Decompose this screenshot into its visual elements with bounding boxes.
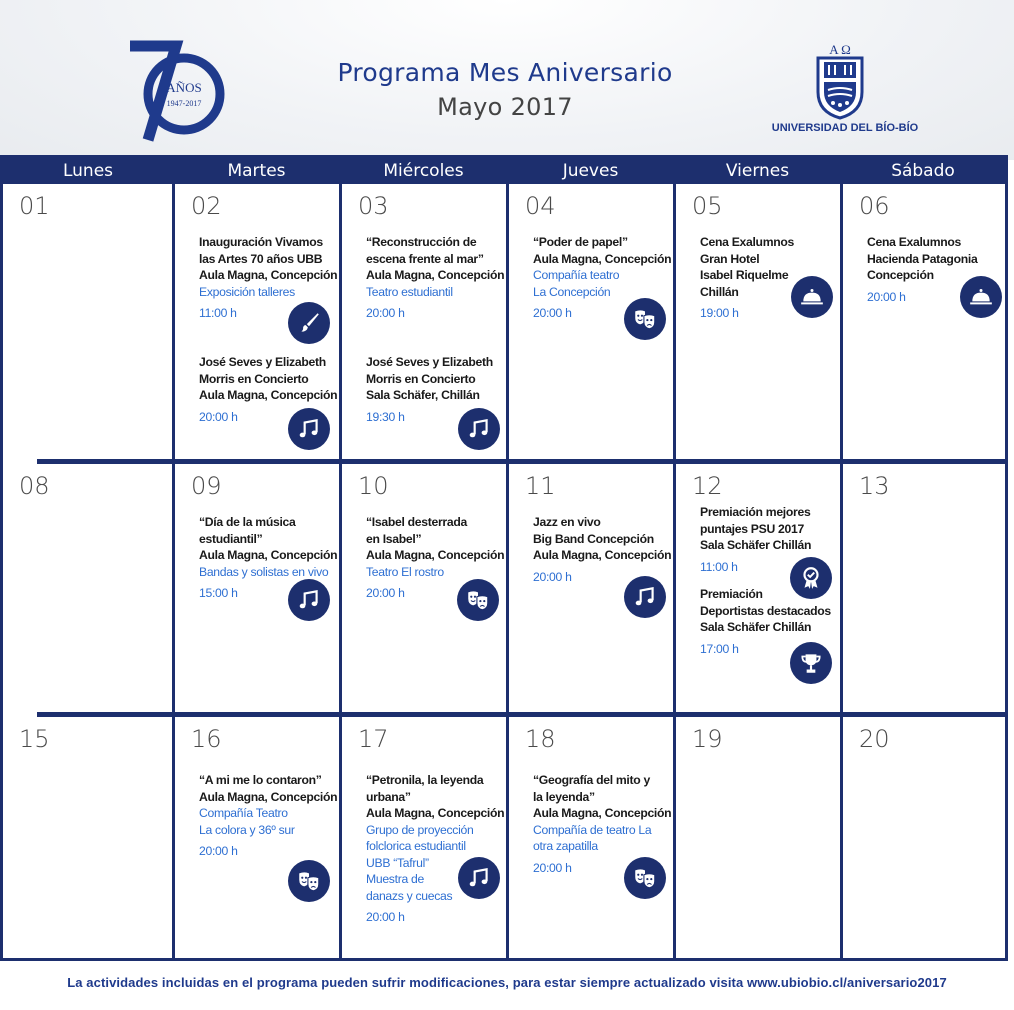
event-line: Aula Magna, Concepción <box>366 806 505 820</box>
event-time: 20:00 h <box>366 586 405 600</box>
event-time: 20:00 h <box>199 409 238 424</box>
event-time: 20:00 h <box>199 844 238 858</box>
event-detail: La Concepción <box>533 284 611 299</box>
event-line: la leyenda” <box>533 789 595 804</box>
event-line: las Artes 70 años UBB <box>199 251 323 266</box>
day-number: 06 <box>859 192 890 220</box>
event-line: en Isabel” <box>366 531 422 546</box>
event-line: Isabel Riquelme <box>700 268 789 282</box>
event-line: Aula Magna, Concepción <box>199 268 338 282</box>
event-time: 11:00 h <box>700 559 738 574</box>
event-line: “A mi me lo contaron” <box>199 773 322 787</box>
event-line: Sala Schäfer Chillán <box>700 538 812 552</box>
day-number: 19 <box>692 725 723 753</box>
event-line: Aula Magna, Concepción <box>199 548 338 562</box>
event-detail: Bandas y solistas en vivo <box>199 564 329 579</box>
event-line: Sala Schäfer, Chillán <box>366 388 480 402</box>
event-line: Morris en Concierto <box>366 371 476 386</box>
event-entry <box>199 772 341 860</box>
day-number: 03 <box>358 192 389 220</box>
day-cell <box>3 717 172 959</box>
event-line: “Geografía del mito y <box>533 773 650 787</box>
event-detail: Compañía Teatro <box>199 806 288 820</box>
event-detail: Muestra de <box>366 872 424 886</box>
day-number: 17 <box>358 725 389 753</box>
event-detail: Compañía teatro <box>533 268 620 282</box>
day-number: 02 <box>191 192 222 220</box>
music-note-icon <box>458 408 500 450</box>
day-number: 04 <box>525 192 556 220</box>
day-cell <box>175 464 339 712</box>
event-time: 15:00 h <box>199 586 238 600</box>
event-line: José Seves y Elizabeth <box>366 355 493 369</box>
event-entry <box>366 772 508 926</box>
event-line: Sala Schäfer Chillán <box>700 620 812 634</box>
event-detail: UBB “Tafrul” <box>366 855 429 870</box>
event-detail: Compañía de teatro La <box>533 822 652 837</box>
event-time: 20:00 h <box>366 910 405 924</box>
event-time: 19:30 h <box>366 409 405 424</box>
day-number: 09 <box>191 472 222 500</box>
day-cell <box>3 464 172 712</box>
trophy-icon <box>790 642 832 684</box>
day-cell <box>342 717 506 959</box>
event-line: Aula Magna, Concepción <box>366 268 505 282</box>
day-number: 01 <box>19 192 50 220</box>
event-detail: La colora y 36º sur <box>199 822 295 837</box>
day-number: 15 <box>19 725 50 753</box>
event-detail: Teatro El rostro <box>366 564 444 579</box>
theater-masks-icon <box>624 298 666 340</box>
event-detail: folclorica estudiantil <box>366 839 466 853</box>
event-time: 20:00 h <box>533 860 572 875</box>
day-cell <box>676 717 840 959</box>
event-line: escena frente al mar” <box>366 251 484 266</box>
page-subtitle: Mayo 2017 <box>437 93 573 121</box>
weekday-viernes: Viernes <box>725 161 790 181</box>
event-line: Gran Hotel <box>700 251 760 266</box>
cloche-icon <box>791 276 833 318</box>
weekday-martes: Martes <box>227 161 286 181</box>
day-cell <box>676 464 840 712</box>
event-line: Premiación mejores <box>700 505 811 519</box>
day-cell <box>509 717 673 959</box>
weekday-miercoles: Miércoles <box>383 161 464 181</box>
anniversary-70-logo <box>118 36 228 146</box>
day-cell <box>175 184 339 459</box>
event-line: Aula Magna, Concepción <box>199 789 338 804</box>
theater-masks-icon <box>624 857 666 899</box>
event-line: Premiación <box>700 587 763 601</box>
music-note-icon <box>288 579 330 621</box>
day-number: 11 <box>525 472 556 500</box>
event-line: “Isabel desterrada <box>366 515 467 529</box>
event-line: Jazz en vivo <box>533 515 601 529</box>
music-note-icon <box>288 408 330 450</box>
event-line: Big Band Concepción <box>533 531 654 546</box>
event-line: Aula Magna, Concepción <box>366 548 505 562</box>
day-cell <box>509 184 673 459</box>
event-time: 20:00 h <box>533 569 572 584</box>
event-line: Cena Exalumnos <box>867 235 962 249</box>
event-time: 20:00 h <box>533 306 572 320</box>
event-line: “Día de la música <box>199 515 296 529</box>
event-line: “Reconstrucción de <box>366 235 477 249</box>
event-detail: otra zapatilla <box>533 839 598 853</box>
event-line: Aula Magna, Concepción <box>533 806 672 820</box>
event-line: José Seves y Elizabeth <box>199 355 326 369</box>
crest-letters: A Ω <box>829 42 851 57</box>
event-line: puntajes PSU 2017 <box>700 521 804 536</box>
day-number: 08 <box>19 472 50 500</box>
paintbrush-icon <box>288 302 330 344</box>
day-number: 05 <box>692 192 723 220</box>
event-time: 11:00 h <box>199 306 237 320</box>
weekday-jueves: Jueves <box>562 161 619 181</box>
day-cell <box>676 184 840 459</box>
event-line: Morris en Concierto <box>199 371 309 386</box>
event-line: Hacienda Patagonia <box>867 251 978 266</box>
event-line: urbana” <box>366 789 411 804</box>
day-number: 12 <box>692 472 723 500</box>
day-cell <box>843 184 1005 459</box>
day-number: 18 <box>525 725 556 753</box>
event-time: 20:00 h <box>366 306 405 320</box>
weekday-header <box>3 158 1005 184</box>
event-detail: Grupo de proyección <box>366 822 474 837</box>
event-line: Aula Magna, Concepción <box>199 388 338 402</box>
event-line: “Poder de papel” <box>533 235 628 249</box>
event-line: “Petronila, la leyenda <box>366 773 484 787</box>
event-line: Concepción <box>867 268 934 282</box>
day-number: 10 <box>358 472 389 500</box>
event-entry <box>533 514 675 585</box>
event-detail: Teatro estudiantil <box>366 284 453 299</box>
university-name: UNIVERSIDAD DEL BÍO-BÍO <box>771 122 919 134</box>
music-note-icon <box>624 576 666 618</box>
cloche-icon <box>960 276 1002 318</box>
event-line: Inauguración Vivamos <box>199 235 323 249</box>
weekday-sabado: Sábado <box>891 161 955 181</box>
event-line: Deportistas destacados <box>700 603 831 618</box>
event-line: Chillán <box>700 284 739 299</box>
event-time: 19:00 h <box>700 306 739 320</box>
event-detail: danazs y cuecas <box>366 888 453 903</box>
day-cell <box>843 464 1005 712</box>
footer-note: La actividades incluidas en el programa pueden sufrir modificaciones, para estar siempre actualizado visita www.ubiobio.cl/aniversario2017 <box>67 975 947 990</box>
theater-masks-icon <box>457 579 499 621</box>
university-crest-logo <box>800 40 880 120</box>
day-number: 16 <box>191 725 222 753</box>
day-cell <box>175 717 339 959</box>
page-title: Programa Mes Aniversario <box>337 58 673 87</box>
logo-years-range: 1947-2017 <box>166 99 202 108</box>
logo-anos-text: AÑOS <box>166 80 202 95</box>
event-line: Cena Exalumnos <box>700 235 795 249</box>
day-cell <box>843 717 1005 959</box>
day-cell <box>509 464 673 712</box>
theater-masks-icon <box>288 860 330 902</box>
event-time: 17:00 h <box>700 641 739 656</box>
event-line: Aula Magna, Concepción <box>533 251 672 266</box>
event-line: estudiantil” <box>199 531 263 546</box>
day-number: 13 <box>859 472 890 500</box>
event-entry <box>366 234 508 322</box>
event-line: Aula Magna, Concepción <box>533 548 672 562</box>
day-number: 20 <box>859 725 890 753</box>
day-cell <box>342 464 506 712</box>
event-detail: Exposición talleres <box>199 284 295 299</box>
music-note-icon <box>458 857 500 899</box>
calendar-grid <box>0 155 1008 961</box>
weekday-lunes: Lunes <box>62 161 114 181</box>
day-cell <box>342 184 506 459</box>
event-time: 20:00 h <box>867 289 906 304</box>
day-cell <box>3 184 172 459</box>
